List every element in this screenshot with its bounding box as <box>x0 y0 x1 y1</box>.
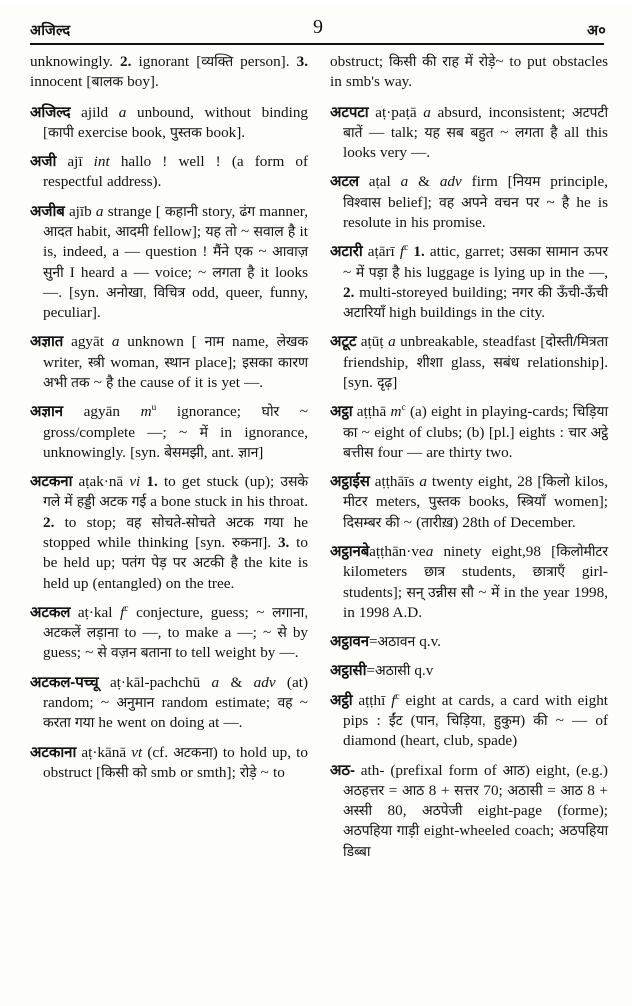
gloss-text: students, <box>445 563 533 581</box>
gloss-text: ) <box>520 712 534 730</box>
devanagari-text: आदत <box>43 222 73 239</box>
devanagari-text: में पड़ा है <box>355 263 400 280</box>
transliteration: ath- <box>354 761 391 779</box>
part-of-speech: a <box>95 202 104 220</box>
gloss-text: 80, <box>372 802 422 820</box>
gloss-text: person]. <box>233 53 297 70</box>
devanagari-text: बेसमझी <box>164 443 204 460</box>
gloss-text: fellow]; <box>148 222 206 240</box>
devanagari-text: रुकना <box>231 533 263 550</box>
gloss-text: ~ <box>89 373 107 391</box>
dictionary-entry <box>330 691 608 752</box>
devanagari-text: ईंट <box>388 712 403 729</box>
devanagari-text: चार अट्ठे बत्तीस <box>343 423 608 460</box>
devanagari-text: अठहत्तर <box>343 781 385 798</box>
part-of-speech: a <box>425 543 434 561</box>
devanagari-text: वह अपने वचन पर <box>439 193 540 210</box>
devanagari-text: उसका सामान ऊपर <box>509 243 608 260</box>
gloss-text: high buildings in the city. <box>385 304 546 322</box>
devanagari-text: लगता है <box>514 123 558 140</box>
part-of-speech: adv <box>439 173 462 191</box>
gender-superscript: c <box>124 603 129 614</box>
devanagari-text: अनोखा, विचित्र <box>106 283 186 300</box>
running-head-right-word: अ० <box>586 22 606 39</box>
devanagari-text: स्थान <box>164 353 190 370</box>
devanagari-text: सवाल है <box>253 222 296 239</box>
devanagari-text: यह तो <box>205 222 237 239</box>
dictionary-entry <box>30 673 308 734</box>
entry-headword: अटपटा <box>330 103 369 121</box>
transliteration: aṭ·kāl-pachchū <box>98 673 212 691</box>
devanagari-text: मीटर <box>343 493 368 510</box>
part-of-speech: vt <box>131 743 143 761</box>
transliteration: ajī <box>56 153 94 171</box>
gloss-text: friendship, <box>343 353 417 371</box>
gloss-text: unknown [ <box>119 333 205 351</box>
gloss-text: (at) random; ~ <box>43 673 308 711</box>
gloss-text: a bone stuck in his throat. <box>146 493 308 511</box>
entry-headword: अजी <box>30 153 57 171</box>
gloss-text: multi-storeyed building; <box>354 283 513 301</box>
gloss-text: belief]; <box>380 193 440 211</box>
gloss-text: to tell weight by —. <box>171 644 299 662</box>
gloss-text: in ignorance, unknowingly. [syn. <box>43 423 308 461</box>
devanagari-text: छात्राएँ <box>532 563 565 580</box>
dictionary-entry <box>330 332 608 393</box>
gloss-text: glass, <box>442 353 494 371</box>
devanagari-text: पान, चिड़िया, हुकुम <box>415 712 521 729</box>
gender-superscript: c <box>401 403 406 414</box>
devanagari-text: पतंग पेड़ पर अटकी है <box>121 554 238 571</box>
dictionary-entry <box>30 743 308 784</box>
gloss-text: conjecture, guess; ~ <box>128 603 273 621</box>
devanagari-text: छात्र <box>424 563 446 580</box>
devanagari-text: अटपटी बातें <box>343 103 608 140</box>
devanagari-text: आठ <box>401 781 425 798</box>
part-of-speech: a <box>400 173 409 191</box>
gloss-text: by guess; ~ <box>43 624 309 662</box>
entry-headword: अजीब <box>30 202 65 220</box>
devanagari-text: स्त्रियाँ <box>517 493 546 510</box>
gloss-text: ( <box>402 712 416 730</box>
gloss-text: ]. <box>262 533 278 551</box>
gloss-text: 8 + <box>424 781 455 799</box>
gloss-text: ~ <box>343 263 356 281</box>
transliteration: agyāt <box>63 333 112 351</box>
devanagari-text: कहानी <box>165 202 198 219</box>
devanagari-text: किलो <box>542 473 570 490</box>
devanagari-text: शीशा <box>416 353 443 370</box>
left-column <box>30 52 308 783</box>
devanagari-text: अठपहिया डिब्बा <box>343 822 608 859</box>
gloss-text: ~ — of diamond (heart, club, spade) <box>343 712 609 750</box>
part-of-speech: a <box>419 473 427 491</box>
devanagari-text: वह सोचते-सोचते अटक गया <box>126 513 284 530</box>
sense-number: 3. <box>277 533 290 551</box>
gloss-text: 8 + <box>582 781 609 799</box>
devanagari-text: घोर <box>261 403 280 420</box>
gloss-text: story, <box>197 202 240 220</box>
transliteration: aṭ·paṭā <box>368 103 424 121</box>
dictionary-entry <box>330 761 608 862</box>
gloss-text: eight-wheeled coach; <box>419 822 559 840</box>
gender-superscript: u <box>151 403 157 414</box>
devanagari-text: सन् उन्नीस सौ <box>406 583 474 600</box>
gloss-text: ignorance; <box>156 403 262 421</box>
gloss-text: innocent [ <box>30 73 92 91</box>
devanagari-text: तारीख़ <box>421 513 454 530</box>
dictionary-entry <box>30 103 308 144</box>
part-of-speech: a <box>388 333 396 351</box>
part-of-speech: a <box>111 333 120 351</box>
devanagari-text: नाम <box>204 333 225 350</box>
devanagari-text: इसका कारण अभी तक <box>43 353 308 390</box>
gloss-text: random estimate; <box>154 694 278 711</box>
gloss-text: place]; <box>189 353 243 371</box>
gloss-text: ninety eight,98 [ <box>433 543 557 561</box>
dictionary-entry <box>30 202 308 324</box>
gloss-text: q.v. <box>415 633 442 651</box>
transliteration: aṭak·nā <box>72 473 130 491</box>
gloss-text: boy]. <box>123 73 159 91</box>
gloss-text: ~ ( <box>399 513 422 531</box>
devanagari-text: किसी की राह में रोड़े <box>389 53 496 69</box>
gloss-text: = <box>368 633 378 651</box>
gloss-text: 70; <box>478 781 508 799</box>
gloss-text: ~ <box>473 583 492 601</box>
part-of-speech: m <box>390 403 402 421</box>
header-rule <box>30 43 604 45</box>
entry-headword: अटल <box>330 173 359 191</box>
devanagari-text: करता गया <box>43 714 95 731</box>
part-of-speech: a <box>211 673 220 691</box>
devanagari-text: वह <box>277 694 293 710</box>
running-head <box>30 6 606 38</box>
part-of-speech: f <box>399 243 405 261</box>
devanagari-text: अटकना <box>173 743 213 760</box>
gloss-text: ~ <box>493 123 515 141</box>
gloss-text: book]. <box>201 123 246 141</box>
devanagari-text: में <box>199 423 208 440</box>
dictionary-entry <box>330 472 608 533</box>
entry-headword: अटारी <box>330 243 363 261</box>
devanagari-text: अस्सी <box>343 802 373 819</box>
devanagari-text: अठपेजी <box>421 802 463 819</box>
gloss-text: ignorant [ <box>131 53 202 70</box>
gloss-text: ~ <box>236 222 254 240</box>
entry-headword: अट्ठाईस <box>330 473 370 491</box>
gloss-text: firm [ <box>461 173 513 191</box>
devanagari-text: है <box>561 193 570 210</box>
gloss-text: he went on doing at —. <box>94 714 243 732</box>
gloss-text: odd, queer, funny, peculiar]. <box>43 283 308 322</box>
sense-number: 2. <box>120 53 132 70</box>
entry-continuation <box>330 52 608 93</box>
entry-headword: अट्ठा <box>330 403 353 421</box>
gloss-text: to get stuck (up); <box>157 473 281 491</box>
devanagari-text: लेखक <box>276 333 308 350</box>
gloss-text: ~ to <box>256 763 285 781</box>
gloss-text: q.v <box>410 662 434 680</box>
gloss-text: I heard a — voice; ~ <box>63 263 213 281</box>
entry-headword: अठ- <box>330 761 355 779</box>
gloss-text: = <box>366 662 375 680</box>
gloss-text: — talk; <box>362 123 425 141</box>
transliteration: aṭal <box>358 173 401 191</box>
dictionary-page <box>0 6 632 1006</box>
devanagari-text: अठपहिया गाड़ी <box>343 822 420 839</box>
devanagari-text: दिसम्बर की <box>343 513 400 530</box>
dictionary-entry <box>30 472 308 594</box>
transliteration: aṭārī <box>362 243 400 261</box>
devanagari-text: ढंग <box>239 202 256 219</box>
gloss-text: manner, <box>255 202 308 220</box>
devanagari-text: नियम <box>512 173 541 190</box>
gloss-text: unbound, without binding [ <box>43 103 309 141</box>
transliteration: aṭ·kānā <box>76 743 132 761</box>
gloss-text: the kite is held up (entangled) on the tree. <box>43 554 308 592</box>
part-of-speech: a <box>118 103 127 121</box>
devanagari-text: रोड़े <box>239 763 257 780</box>
gloss-text: ~ gross/complete —; ~ <box>43 403 308 441</box>
dictionary-entry <box>330 661 608 681</box>
part-of-speech: f <box>391 691 396 709</box>
devanagari-text: आवाज़ सुनी <box>43 243 308 280</box>
gloss-text: , ant. <box>203 443 239 461</box>
gloss-text: he is resolute in his promise. <box>343 193 608 231</box>
devanagari-text: आदमी <box>115 222 149 239</box>
gloss-text: ~ to put obstacles in smb's way. <box>330 53 608 91</box>
gloss-text: ~ <box>539 193 562 211</box>
gloss-text: = <box>384 781 402 799</box>
devanagari-text: दृढ़ <box>377 374 393 390</box>
gloss-text: it is, indeed, a — question ! <box>43 222 308 261</box>
sense-number: 2. <box>343 283 355 301</box>
gloss-text: obstruct; <box>330 53 389 70</box>
devanagari-text: की <box>533 712 548 729</box>
entry-headword: अट्ठावन <box>330 633 369 651</box>
part-of-speech: m <box>140 403 152 421</box>
gloss-text: ] <box>258 443 264 461</box>
devanagari-text: यह सब बहुत <box>424 123 494 140</box>
gloss-text: woman, <box>104 353 165 371</box>
running-head-left-word: अजिल्द <box>30 22 71 39</box>
gloss-text: writer, <box>43 353 89 371</box>
gloss-text: smb or smth]; <box>146 763 240 781</box>
entry-continuation <box>30 52 308 93</box>
gloss-text: eight at cards, a card with eight pips : <box>343 691 609 730</box>
dictionary-entry <box>330 242 608 323</box>
devanagari-text: नगर की ऊँची-ऊँची अटारियाँ <box>343 283 608 321</box>
gloss-text: meters, <box>367 493 429 511</box>
dictionary-entry <box>30 402 308 463</box>
devanagari-text: पुस्तक <box>428 493 461 510</box>
part-of-speech: f <box>120 603 125 621</box>
gloss-text: absurd, inconsistent; <box>430 103 572 121</box>
gloss-text: books, <box>460 493 518 511</box>
entry-headword: अटकना <box>30 473 73 491</box>
part-of-speech: vi <box>129 473 141 491</box>
gloss-text: his luggage is lying up in the —, <box>399 263 608 281</box>
devanagari-text: अठावन <box>377 633 416 650</box>
gender-superscript: c <box>404 243 409 254</box>
page-number: 9 <box>313 16 323 38</box>
sense-number: 3. <box>296 53 308 70</box>
transliteration: aṭṭhān·ve <box>369 543 426 561</box>
dictionary-entry <box>30 332 308 393</box>
devanagari-text: ज्ञान <box>238 443 259 460</box>
gloss-text: hallo ! well ! (a form of respectful address). <box>43 153 309 191</box>
dictionary-entry <box>330 172 608 233</box>
transliteration: aṭṭhā <box>352 403 391 421</box>
devanagari-text: दोस्ती/मित्रता <box>545 333 608 350</box>
gloss-text: twenty eight, 28 [ <box>426 473 543 491</box>
gloss-text: name, <box>224 333 277 351</box>
dictionary-entry <box>330 402 608 463</box>
entry-headword: अट्ठानबे <box>330 543 370 561</box>
transliteration: ajild <box>70 103 119 121</box>
page-columns <box>30 52 609 862</box>
entry-headword: अजिल्द <box>30 103 71 121</box>
entry-headword: अट्ठी <box>330 691 353 709</box>
dictionary-entry <box>30 603 308 664</box>
transliteration: ajīb <box>64 202 96 220</box>
transliteration: aṭ·kal <box>70 603 121 621</box>
gloss-text: women]; <box>545 493 608 511</box>
devanagari-text: व्यक्ति <box>201 53 234 69</box>
devanagari-text: मैंने एक <box>213 243 253 260</box>
part-of-speech: adv <box>253 673 276 691</box>
gloss-text: ~ <box>252 243 273 261</box>
gloss-text: it looks —. [syn. <box>43 263 309 301</box>
entry-headword: अज्ञात <box>30 333 64 351</box>
devanagari-text: पुस्तक <box>170 123 202 140</box>
entry-headword: अटकल <box>30 603 71 621</box>
sense-number: 1. <box>146 473 158 491</box>
entry-headword: अटकल-पच्चू <box>30 673 99 691</box>
devanagari-text: उसके गले में हड्डी अटक गई <box>43 473 308 510</box>
entry-headword: अटूट <box>330 333 357 351</box>
devanagari-text: कापी <box>48 123 74 140</box>
gloss-text: girl-students]; <box>343 563 608 601</box>
gloss-text: the cause of it is yet —. <box>113 373 264 391</box>
gloss-text: to stop; <box>54 513 127 531</box>
gloss-text: relationship]. [syn. <box>343 353 608 391</box>
transliteration: aṭṭhāīs <box>369 473 420 491</box>
gloss-text: (cf. <box>142 743 174 761</box>
gloss-text: attic, garret; <box>424 243 510 261</box>
gloss-text: (a) eight in playing-cards; <box>405 403 573 421</box>
sense-number: 2. <box>43 513 55 531</box>
devanagari-text: आठ <box>560 781 583 798</box>
gloss-text: & <box>408 173 440 191</box>
dictionary-entry <box>330 542 608 623</box>
transliteration: aṭūṭ <box>356 333 389 351</box>
part-of-speech: int <box>93 153 110 171</box>
devanagari-text: में <box>491 583 500 600</box>
gloss-text: ] <box>392 374 398 391</box>
gloss-text: principle, <box>540 173 609 191</box>
gloss-text: unknowingly. <box>30 53 121 70</box>
gloss-text: kilos, <box>569 473 608 491</box>
gloss-text: in the year 1998, in 1998 A.D. <box>343 583 608 621</box>
gloss-text: kilometers <box>343 563 425 581</box>
gloss-text: = <box>542 781 561 799</box>
devanagari-text: से वज़न बताना <box>97 644 172 661</box>
gloss-text: ~ eight of clubs; (b) [pl.] eights : <box>357 423 569 441</box>
devanagari-text: सबंध <box>493 353 520 370</box>
devanagari-text: अनुमान <box>116 694 155 710</box>
devanagari-text: है <box>106 373 114 390</box>
gloss-text: to be held up; <box>43 533 308 572</box>
gloss-text: ) to hold up, to obstruct [ <box>43 743 308 781</box>
devanagari-text: अठासी <box>507 781 543 798</box>
sense-number: 1. <box>413 243 425 261</box>
gender-superscript: c <box>395 691 400 702</box>
gloss-text: eight-page (forme); <box>462 802 608 820</box>
gloss-text: exercise book, <box>73 123 171 141</box>
devanagari-text: चिड़िया का <box>343 403 608 440</box>
gloss-text: ) eight, (e.g.) <box>524 761 608 779</box>
gloss-text: ~ <box>292 694 308 711</box>
gloss-text: unbreakable, steadfast [ <box>395 333 546 351</box>
devanagari-text: बालक <box>91 73 124 90</box>
gloss-text: & <box>219 673 254 691</box>
entry-headword: अट्ठासी <box>330 662 367 680</box>
devanagari-text: लगाना, अटकलें लड़ाना <box>43 603 308 641</box>
gloss-text: strange [ <box>103 202 165 220</box>
entry-headword: अज्ञान <box>30 403 63 421</box>
transliteration: aṭṭhī <box>352 691 392 709</box>
dictionary-entry <box>330 632 608 652</box>
devanagari-text: स्त्री <box>88 353 105 370</box>
entry-headword: अटकाना <box>30 743 77 761</box>
devanagari-text: से <box>277 624 287 641</box>
gloss-text: to —, to make a —; ~ <box>118 624 278 642</box>
gloss-text: ) 28th of December. <box>453 513 576 531</box>
gloss-text: (prefixal form of <box>390 761 503 779</box>
devanagari-text: किलोमीटर <box>556 543 608 560</box>
gloss-text: he stopped while thinking [syn. <box>43 513 308 551</box>
part-of-speech: a <box>423 103 431 121</box>
devanagari-text: लगता है <box>212 263 255 280</box>
transliteration: agyān <box>63 403 141 421</box>
devanagari-text: अठासी <box>374 662 411 679</box>
devanagari-text: सत्तर <box>454 781 479 798</box>
devanagari-text: आठ <box>502 761 525 778</box>
devanagari-text: किसी को <box>101 763 147 780</box>
dictionary-entry <box>330 103 608 164</box>
right-column <box>330 52 608 862</box>
devanagari-text: विश्वास <box>343 193 381 210</box>
gloss-text: habit, <box>72 222 116 240</box>
dictionary-entry <box>30 152 308 193</box>
gloss-text: four — are thirty two. <box>373 443 513 461</box>
gloss-text: all this looks very —. <box>343 123 608 162</box>
